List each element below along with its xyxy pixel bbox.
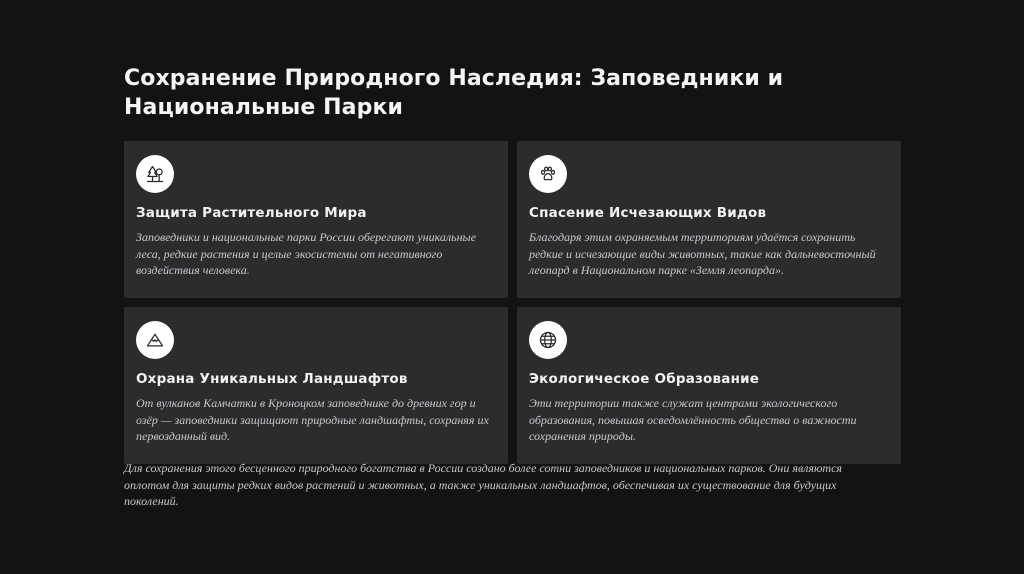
card-title: Охрана Уникальных Ландшафтов: [136, 371, 408, 387]
card-landscapes: [124, 307, 508, 464]
paw-icon: [529, 155, 567, 193]
card-title: Защита Растительного Мира: [136, 205, 367, 221]
mountain-icon: [136, 321, 174, 359]
card-title: Спасение Исчезающих Видов: [529, 205, 767, 221]
card-plant-protection: [124, 141, 508, 298]
card-text: Заповедники и национальные парки России оберегают уникальные леса, редкие растения и целые экосистемы от негативного воздействия человека.: [136, 230, 477, 277]
card-text: Эти территории также служат центрами экологического образования, повышая осведомлённость общества о важности сохранения природы.: [529, 396, 857, 443]
card-text: Благодаря этим охраняемым территориям удаётся сохранить редкие и исчезающие виды животных, такие как дальневосточный леопард в Национальном парке «Земля леопарда».: [529, 230, 876, 277]
footer-note: Для сохранения этого бесценного природного богатства в России создано более сотни заповедников и национальных парков. Они являются оплотом для защиты редких видов растений и животных, а также уникальных ландшафтов, обеспечивая их существование для будущих поколений.: [124, 461, 842, 508]
card-eco-education: [517, 307, 901, 464]
globe-icon: [529, 321, 567, 359]
forest-icon: [136, 155, 174, 193]
slide-title: Сохранение Природного Наследия: Заповедники и Национальные Парки: [124, 66, 784, 120]
card-title: Экологическое Образование: [529, 371, 760, 387]
card-endangered-species: [517, 141, 901, 298]
card-text: От вулканов Камчатки в Кроноцком заповеднике до древних гор и озёр — заповедники защищают природные ландшафты, сохраняя их первозданный вид.: [136, 396, 489, 443]
